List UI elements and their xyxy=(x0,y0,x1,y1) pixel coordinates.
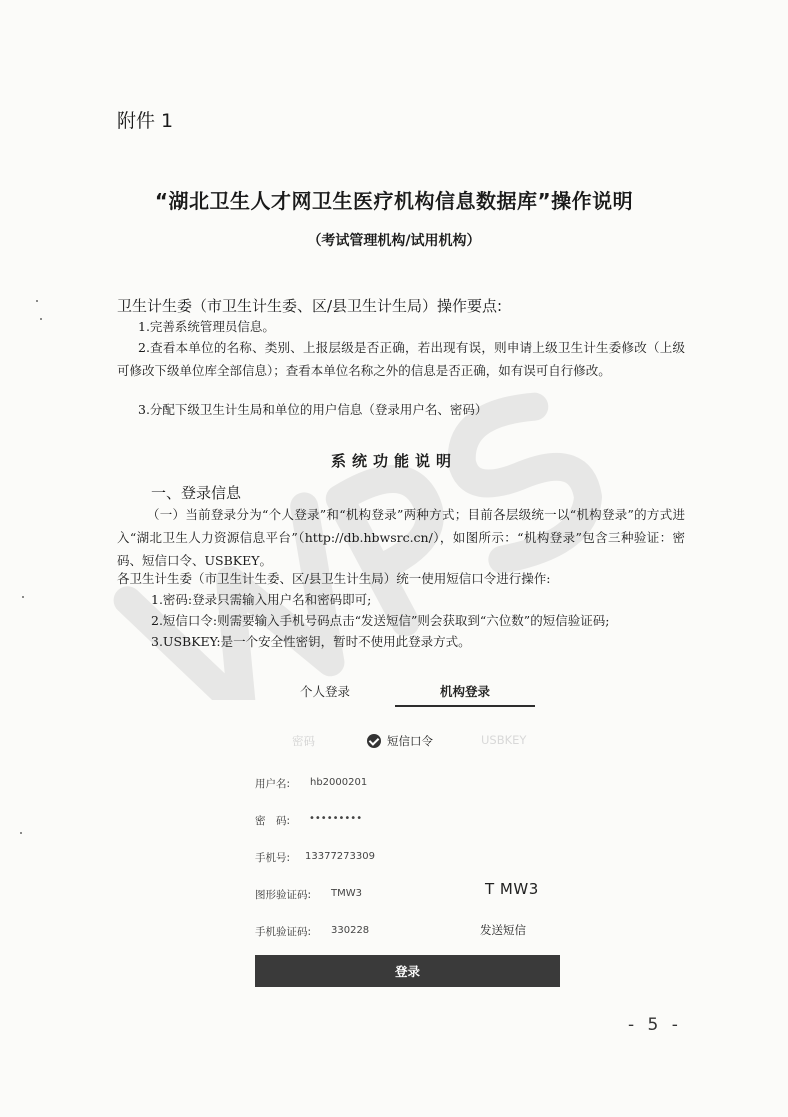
login-button[interactable]: 登录 xyxy=(255,955,560,987)
method-usbkey: 3.USBKEY:是一个安全性密钥，暂时不使用此登录方式。 xyxy=(151,634,471,649)
point-3: 3.分配下级卫生计生局和单位的用户信息（登录用户名、密码） xyxy=(138,402,488,417)
password-label: 密 码: xyxy=(255,815,291,827)
method-sms: 2.短信口令:则需要输入手机号码点击“发送短信”则会获取到“六位数”的短信验证码; xyxy=(151,613,610,628)
captcha-label: 图形验证码: xyxy=(255,889,312,901)
phone-input[interactable]: 13377273309 xyxy=(305,851,375,862)
tab-institution-login[interactable]: 机构登录 xyxy=(440,684,491,699)
login-heading: 一、登录信息 xyxy=(151,484,242,502)
username-input[interactable]: hb2000201 xyxy=(310,777,368,788)
document-title: “湖北卫生人才网卫生医疗机构信息数据库”操作说明 xyxy=(154,189,634,213)
page-number: - 5 - xyxy=(628,1015,682,1035)
sms-code-label: 手机验证码: xyxy=(255,926,312,938)
phone-label: 手机号: xyxy=(255,852,291,864)
option-password[interactable]: 密码 xyxy=(292,734,315,748)
captcha-image[interactable]: T MW3 xyxy=(485,880,539,898)
active-tab-underline xyxy=(395,705,535,707)
login-note: 各卫生计生委（市卫生计生委、区/县卫生计生局）统一使用短信口令进行操作: xyxy=(117,571,551,586)
scan-speck xyxy=(36,300,38,302)
method-password: 1.密码:登录只需输入用户名和密码即可; xyxy=(151,592,372,607)
password-input[interactable]: ••••••••• xyxy=(309,813,363,824)
check-circle-icon xyxy=(367,734,381,748)
username-label: 用户名: xyxy=(255,778,291,790)
scan-speck xyxy=(20,832,22,834)
section-heading: 卫生计生委（市卫生计生委、区/县卫生计生局）操作要点: xyxy=(117,297,503,315)
point-1: 1.完善系统管理员信息。 xyxy=(138,319,275,334)
scan-speck xyxy=(22,596,24,598)
login-intro: （一）当前登录分为“个人登录”和“机构登录”两种方式；目前各层级统一以“机构登录”的方式进入“湖北卫生人力资源信息平台”（http://db.hbwsrc.cn/），如图所示：“机构登录”包含三种验证：密码、短信口令、USBKEY。 xyxy=(117,507,685,568)
sms-code-input[interactable]: 330228 xyxy=(331,925,370,936)
document-subtitle: （考试管理机构/试用机构） xyxy=(307,233,481,249)
option-sms-label: 短信口令 xyxy=(387,734,433,748)
option-sms[interactable] xyxy=(367,733,433,749)
tab-personal-login[interactable]: 个人登录 xyxy=(300,684,351,699)
option-usbkey[interactable]: USBKEY xyxy=(481,733,527,747)
point-2: 2.查看本单位的名称、类别、上报层级是否正确，若出现有误，则申请上级卫生计生委修改（上级可修改下级单位库全部信息）；查看本单位名称之外的信息是否正确，如有误可自行修改。 xyxy=(117,340,685,378)
send-sms-button[interactable]: 发送短信 xyxy=(480,923,526,937)
attachment-label: 附件 1 xyxy=(117,110,174,132)
scan-speck xyxy=(40,318,42,320)
captcha-input[interactable]: TMW3 xyxy=(331,888,362,899)
system-title: 系统功能说明 xyxy=(330,452,457,470)
